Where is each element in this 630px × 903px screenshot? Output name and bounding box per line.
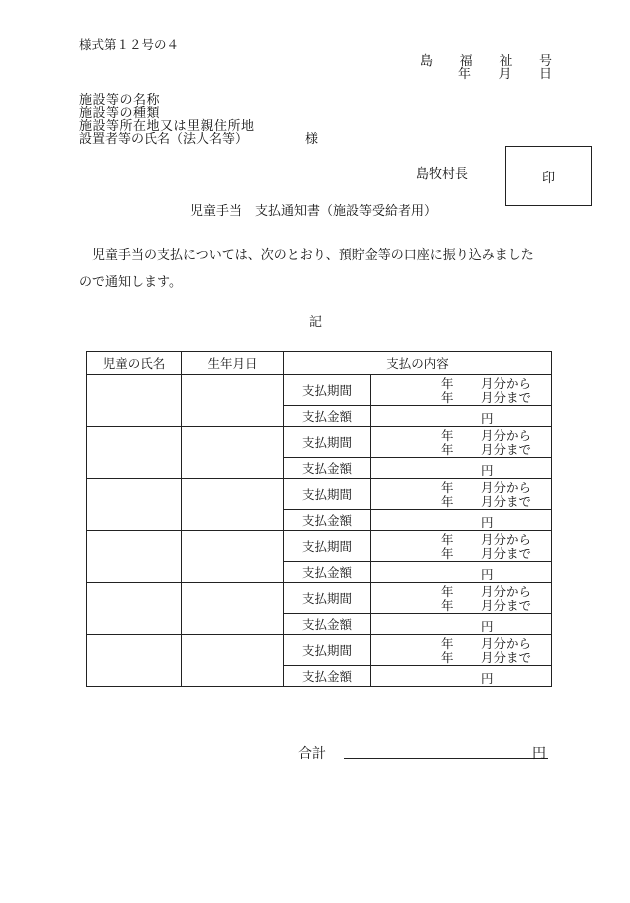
period-label: 支払期間: [284, 427, 371, 458]
period-to-year: 年: [441, 494, 454, 509]
body-line-1: 児童手当の支払については、次のとおり、預貯金等の口座に振り込みました: [92, 248, 534, 263]
amount-label: 支払金額: [284, 406, 371, 427]
reference-date: [458, 68, 552, 82]
reference-char: 島: [420, 54, 434, 69]
period-from-year: 年: [441, 584, 454, 599]
seal-box: [505, 146, 592, 206]
amount-label: 支払金額: [284, 666, 371, 687]
period-value: [371, 427, 552, 458]
total-label: 合計: [298, 746, 326, 762]
table-row: [87, 531, 552, 562]
honorific: 様: [305, 132, 319, 147]
amount-value: [371, 406, 552, 427]
period-to-month: 月分まで: [481, 546, 532, 561]
body-line-2: ので通知します。: [79, 275, 182, 290]
founder-name-label: 設置者等の氏名（法人名等）: [79, 132, 249, 147]
period-to-year: 年: [441, 598, 454, 613]
period-value: [371, 531, 552, 562]
form-number: 様式第１２号の４: [79, 37, 180, 52]
facility-type-label: 施設等の種類: [79, 106, 161, 121]
period-label: 支払期間: [284, 635, 371, 666]
amount-label: 支払金額: [284, 562, 371, 583]
child-name-cell: [87, 427, 182, 479]
ki-mark: 記: [309, 315, 323, 330]
document-title: 児童手当 支払通知書（施設等受給者用）: [190, 204, 438, 219]
amount-value: [371, 562, 552, 583]
period-label: 支払期間: [284, 583, 371, 614]
period-to-month: 月分まで: [481, 598, 532, 613]
period-from-month: 月分から: [481, 376, 532, 391]
birth-date-cell: [182, 375, 284, 427]
amount-value: [371, 666, 552, 687]
birth-date-cell: [182, 583, 284, 635]
header-payment-content: 支払の内容: [284, 352, 552, 375]
reference-char: 号: [538, 54, 552, 69]
total-unit: 円: [532, 746, 546, 762]
period-from-month: 月分から: [481, 636, 532, 651]
reference-number: [420, 55, 552, 69]
period-value: [371, 635, 552, 666]
birth-date-cell: [182, 479, 284, 531]
period-label: 支払期間: [284, 375, 371, 406]
facility-address-label: 施設等所在地又は里親住所地: [79, 119, 255, 134]
period-value: [371, 375, 552, 406]
period-label: 支払期間: [284, 531, 371, 562]
period-from-year: 年: [441, 532, 454, 547]
date-day: 日: [538, 67, 552, 82]
period-to-year: 年: [441, 650, 454, 665]
yen-unit: 円: [481, 619, 494, 634]
birth-date-cell: [182, 531, 284, 583]
reference-char: 祉: [499, 54, 513, 69]
table-row: [87, 583, 552, 614]
amount-value: [371, 458, 552, 479]
yen-unit: 円: [481, 515, 494, 530]
period-from-month: 月分から: [481, 532, 532, 547]
period-value: [371, 479, 552, 510]
period-from-month: 月分から: [481, 480, 532, 495]
child-name-cell: [87, 635, 182, 687]
payment-table: [86, 351, 552, 687]
period-to-month: 月分まで: [481, 494, 532, 509]
period-from-year: 年: [441, 428, 454, 443]
date-month: 月: [498, 67, 512, 82]
reference-char: 福: [459, 54, 473, 69]
yen-unit: 円: [481, 567, 494, 582]
period-to-month: 月分まで: [481, 650, 532, 665]
total-underline: [344, 758, 548, 759]
period-to-year: 年: [441, 546, 454, 561]
child-name-cell: [87, 375, 182, 427]
yen-unit: 円: [481, 671, 494, 686]
facility-name-label: 施設等の名称: [79, 93, 161, 108]
table-row: [87, 635, 552, 666]
amount-value: [371, 510, 552, 531]
table-row: [87, 427, 552, 458]
period-to-year: 年: [441, 390, 454, 405]
table-header-row: [87, 352, 552, 375]
birth-date-cell: [182, 635, 284, 687]
amount-label: 支払金額: [284, 614, 371, 635]
period-from-month: 月分から: [481, 428, 532, 443]
birth-date-cell: [182, 427, 284, 479]
date-year: 年: [458, 67, 472, 82]
period-value: [371, 583, 552, 614]
amount-label: 支払金額: [284, 458, 371, 479]
amount-value: [371, 614, 552, 635]
amount-label: 支払金額: [284, 510, 371, 531]
period-to-month: 月分まで: [481, 442, 532, 457]
child-name-cell: [87, 531, 182, 583]
period-from-year: 年: [441, 376, 454, 391]
table-row: [87, 375, 552, 406]
yen-unit: 円: [481, 463, 494, 478]
period-label: 支払期間: [284, 479, 371, 510]
period-to-year: 年: [441, 442, 454, 457]
sender-title: 島牧村長: [416, 167, 469, 182]
period-to-month: 月分まで: [481, 390, 532, 405]
child-name-cell: [87, 479, 182, 531]
period-from-year: 年: [441, 636, 454, 651]
header-birth-date: 生年月日: [182, 352, 284, 375]
yen-unit: 円: [481, 411, 494, 426]
period-from-year: 年: [441, 480, 454, 495]
table-row: [87, 479, 552, 510]
header-child-name: 児童の氏名: [87, 352, 182, 375]
seal-label: 印: [541, 170, 555, 186]
period-from-month: 月分から: [481, 584, 532, 599]
child-name-cell: [87, 583, 182, 635]
